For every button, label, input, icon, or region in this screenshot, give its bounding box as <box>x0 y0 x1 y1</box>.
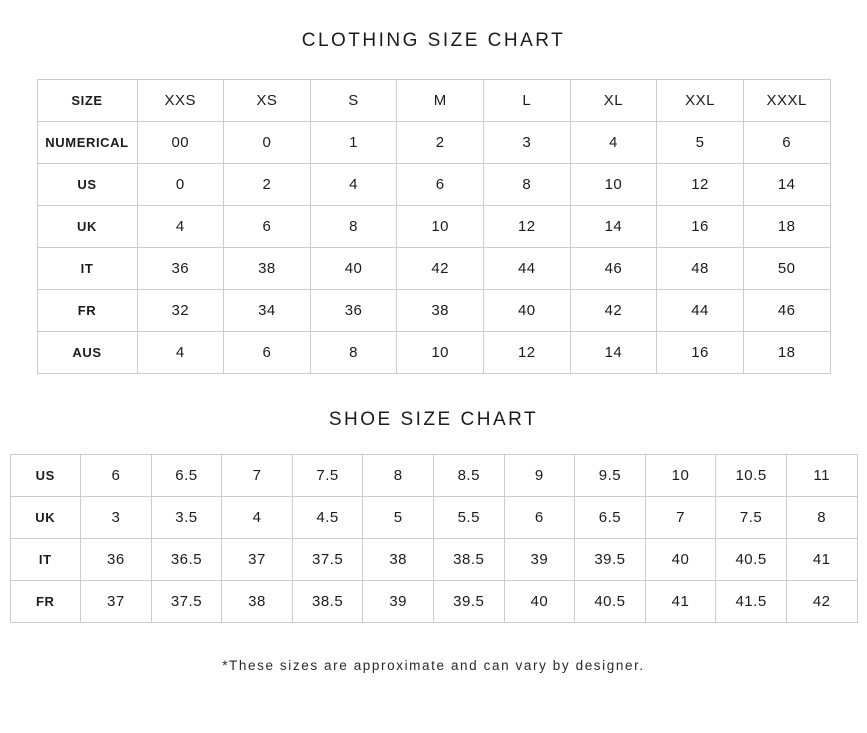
size-value-cell: 18 <box>743 332 830 374</box>
table-row <box>37 248 830 290</box>
size-value-cell: 1 <box>310 122 397 164</box>
footnote: *These sizes are approximate and can vary by designer. <box>222 658 645 673</box>
size-value-cell: 38.5 <box>433 539 504 581</box>
size-value-cell: 10 <box>570 164 657 206</box>
size-value-cell: 42 <box>397 248 484 290</box>
size-value-cell: 8 <box>786 497 857 539</box>
table-row <box>37 80 830 122</box>
row-header-uk: UK <box>37 206 137 248</box>
size-value-cell: 40 <box>310 248 397 290</box>
table-row <box>37 206 830 248</box>
size-value-cell: 8.5 <box>433 455 504 497</box>
size-value-cell: 8 <box>310 206 397 248</box>
size-value-cell: L <box>484 80 571 122</box>
row-header-numerical: NUMERICAL <box>37 122 137 164</box>
row-header-uk: UK <box>10 497 81 539</box>
size-value-cell: 10 <box>645 455 716 497</box>
size-value-cell: 48 <box>657 248 744 290</box>
size-value-cell: 5.5 <box>433 497 504 539</box>
size-value-cell: 4 <box>222 497 293 539</box>
size-value-cell: 14 <box>570 332 657 374</box>
size-value-cell: 0 <box>137 164 224 206</box>
row-header-aus: AUS <box>37 332 137 374</box>
size-value-cell: 6 <box>81 455 152 497</box>
size-value-cell: 37 <box>81 581 152 623</box>
size-value-cell: 32 <box>137 290 224 332</box>
size-value-cell: 44 <box>657 290 744 332</box>
row-header-size: SIZE <box>37 80 137 122</box>
size-value-cell: 8 <box>363 455 434 497</box>
table-row <box>10 539 857 581</box>
size-value-cell: 4.5 <box>292 497 363 539</box>
size-value-cell: 16 <box>657 206 744 248</box>
size-value-cell: 3 <box>81 497 152 539</box>
size-value-cell: 40 <box>504 581 575 623</box>
size-value-cell: XXXL <box>743 80 830 122</box>
size-value-cell: 36.5 <box>151 539 222 581</box>
size-value-cell: 36 <box>310 290 397 332</box>
size-value-cell: 37.5 <box>151 581 222 623</box>
size-value-cell: 38 <box>363 539 434 581</box>
table-row <box>37 164 830 206</box>
table-row <box>10 455 857 497</box>
size-value-cell: 16 <box>657 332 744 374</box>
size-value-cell: 7 <box>645 497 716 539</box>
size-value-cell: 8 <box>310 332 397 374</box>
size-value-cell: 6 <box>397 164 484 206</box>
size-value-cell: M <box>397 80 484 122</box>
size-value-cell: 50 <box>743 248 830 290</box>
size-value-cell: 7.5 <box>716 497 787 539</box>
size-value-cell: 14 <box>570 206 657 248</box>
size-value-cell: 40.5 <box>575 581 646 623</box>
size-value-cell: 37.5 <box>292 539 363 581</box>
size-value-cell: 3.5 <box>151 497 222 539</box>
size-value-cell: 46 <box>570 248 657 290</box>
size-value-cell: 10.5 <box>716 455 787 497</box>
size-value-cell: 40.5 <box>716 539 787 581</box>
size-value-cell: 38 <box>222 581 293 623</box>
size-value-cell: 39.5 <box>575 539 646 581</box>
size-value-cell: 6 <box>743 122 830 164</box>
size-value-cell: 4 <box>137 332 224 374</box>
size-value-cell: 46 <box>743 290 830 332</box>
clothing-chart-title: CLOTHING SIZE CHART <box>301 30 566 51</box>
size-value-cell: 10 <box>397 332 484 374</box>
size-value-cell: 42 <box>570 290 657 332</box>
size-value-cell: 6 <box>224 332 311 374</box>
table-row <box>10 497 857 539</box>
size-value-cell: XS <box>224 80 311 122</box>
size-value-cell: 0 <box>224 122 311 164</box>
size-value-cell: XXL <box>657 80 744 122</box>
size-value-cell: 44 <box>484 248 571 290</box>
clothing-size-table <box>37 79 831 374</box>
size-value-cell: 10 <box>397 206 484 248</box>
row-header-us: US <box>10 455 81 497</box>
size-value-cell: 4 <box>137 206 224 248</box>
table-row <box>37 122 830 164</box>
size-value-cell: 36 <box>81 539 152 581</box>
size-value-cell: 41.5 <box>716 581 787 623</box>
size-value-cell: 8 <box>484 164 571 206</box>
size-value-cell: 14 <box>743 164 830 206</box>
size-value-cell: 40 <box>484 290 571 332</box>
size-value-cell: 39 <box>504 539 575 581</box>
size-value-cell: 38.5 <box>292 581 363 623</box>
size-value-cell: 41 <box>645 581 716 623</box>
size-value-cell: 7 <box>222 455 293 497</box>
size-value-cell: 6.5 <box>151 455 222 497</box>
row-header-it: IT <box>37 248 137 290</box>
size-value-cell: 7.5 <box>292 455 363 497</box>
size-value-cell: 11 <box>786 455 857 497</box>
size-value-cell: 39 <box>363 581 434 623</box>
size-value-cell: 12 <box>484 206 571 248</box>
size-value-cell: 41 <box>786 539 857 581</box>
row-header-fr: FR <box>10 581 81 623</box>
size-value-cell: 38 <box>224 248 311 290</box>
size-value-cell: 40 <box>645 539 716 581</box>
size-value-cell: 2 <box>397 122 484 164</box>
table-row <box>37 290 830 332</box>
size-value-cell: 12 <box>657 164 744 206</box>
shoe-size-table <box>10 454 858 623</box>
size-value-cell: 36 <box>137 248 224 290</box>
table-row <box>37 332 830 374</box>
size-value-cell: 6.5 <box>575 497 646 539</box>
size-value-cell: 3 <box>484 122 571 164</box>
size-value-cell: 6 <box>504 497 575 539</box>
size-value-cell: 5 <box>363 497 434 539</box>
size-value-cell: 6 <box>224 206 311 248</box>
size-value-cell: 2 <box>224 164 311 206</box>
size-value-cell: 9 <box>504 455 575 497</box>
size-value-cell: 34 <box>224 290 311 332</box>
size-value-cell: 38 <box>397 290 484 332</box>
size-value-cell: 00 <box>137 122 224 164</box>
size-value-cell: 39.5 <box>433 581 504 623</box>
size-value-cell: XXS <box>137 80 224 122</box>
table-row <box>10 581 857 623</box>
size-value-cell: 42 <box>786 581 857 623</box>
size-value-cell: 37 <box>222 539 293 581</box>
size-value-cell: 9.5 <box>575 455 646 497</box>
size-value-cell: S <box>310 80 397 122</box>
row-header-fr: FR <box>37 290 137 332</box>
size-value-cell: XL <box>570 80 657 122</box>
shoe-chart-title: SHOE SIZE CHART <box>328 409 539 430</box>
size-value-cell: 4 <box>310 164 397 206</box>
size-value-cell: 18 <box>743 206 830 248</box>
size-value-cell: 4 <box>570 122 657 164</box>
size-value-cell: 5 <box>657 122 744 164</box>
row-header-it: IT <box>10 539 81 581</box>
row-header-us: US <box>37 164 137 206</box>
size-value-cell: 12 <box>484 332 571 374</box>
